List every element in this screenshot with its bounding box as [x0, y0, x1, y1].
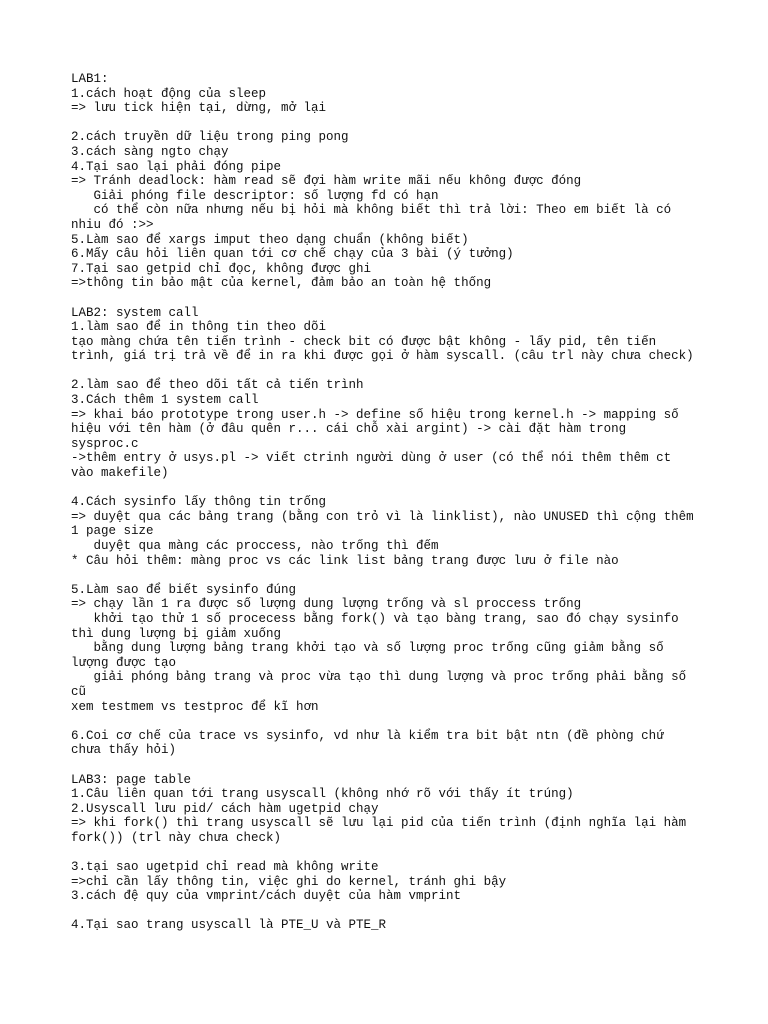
text-line: => Tránh deadlock: hàm read sẽ đợi hàm write mãi nếu không được đóng [71, 174, 582, 189]
text-line: 1.cách hoạt động của sleep [71, 86, 267, 101]
text-line: sysproc.c [71, 436, 139, 451]
text-line: hiệu với tên hàm (ở đâu quên r... cái chỗ xài argint) -> cài đặt hàm trong [71, 422, 627, 437]
blank-line [71, 714, 701, 729]
text-line: chưa thấy hỏi) [71, 743, 177, 758]
text-line: * Câu hỏi thêm: màng proc vs các link list bảng trang được lưu ở file nào [71, 553, 619, 568]
text-line: 6.Coi cơ chế của trace vs sysinfo, vd như là kiểm tra bit bật ntn (đề phòng chứ [71, 728, 664, 743]
text-line: 1.Câu liên quan tới trang usyscall (không nhớ rõ với thấy ít trúng) [71, 787, 574, 802]
text-line: LAB3: page table [71, 772, 192, 787]
text-line: 3.cách đệ quy của vmprint/cách duyệt của hàm vmprint [71, 889, 462, 904]
text-line: 4.Cách sysinfo lấy thông tin trống [71, 495, 327, 510]
text-line: khởi tạo thử 1 số procecess bằng fork() và tạo bàng trang, sao đó chạy sysinfo [71, 611, 679, 626]
blank-line [71, 904, 701, 919]
text-line: bằng dung lượng bảng trang khởi tạo và số lượng proc trống cũng giảm bằng số [71, 641, 664, 656]
text-line: lượng được tạo [71, 655, 177, 670]
text-line: => chạy lần 1 ra được số lượng dung lượng trống và sl proccess trống [71, 597, 582, 612]
text-line: => khai báo prototype trong user.h -> define số hiệu trong kernel.h -> mapping số [71, 407, 679, 422]
text-line: => lưu tick hiện tại, dừng, mở lại [71, 101, 327, 116]
text-line: 6.Mấy câu hỏi liên quan tới cơ chế chạy của 3 bài (ý tưởng) [71, 247, 514, 262]
text-line: thì dung lượng bị giảm xuống [71, 626, 282, 641]
text-line: duyệt qua màng các proccess, nào trống thì đếm [71, 539, 439, 553]
blank-line [71, 364, 701, 379]
text-line: 5.Làm sao để biết sysinfo đúng [71, 582, 297, 597]
text-line: 3.cách sàng ngto chạy [71, 144, 229, 159]
text-line: cũ [71, 684, 87, 699]
blank-line [71, 845, 701, 860]
text-line: Giải phóng file descriptor: số lượng fd có hạn [71, 188, 439, 203]
text-line: =>thông tin bảo mật của kernel, đảm bảo an toàn hệ thống [71, 276, 492, 291]
text-line: => duyệt qua các bảng trang (bằng con trỏ vì là linklist), nào UNUSED thì cộng thêm [71, 509, 694, 524]
text-line: LAB1: [71, 72, 109, 86]
blank-line [71, 291, 701, 306]
text-line: 4.Tại sao lại phải đóng pipe [71, 159, 282, 174]
text-line: 1 page size [71, 524, 154, 539]
text-line: ->thêm entry ở usys.pl -> viết ctrinh người dùng ở user (có thể nói thêm thêm ct [71, 451, 672, 466]
text-line: giải phóng bảng trang và proc vừa tạo thì dung lượng và proc trống phải bằng số [71, 670, 687, 685]
text-line: 7.Tại sao getpid chỉ đọc, không được ghi [71, 261, 372, 276]
text-line: 2.Usyscall lưu pid/ cách hàm ugetpid chạy [71, 801, 379, 816]
text-line: 3.Cách thêm 1 system call [71, 393, 259, 408]
text-line: 4.Tại sao trang usyscall là PTE_U và PTE_R [71, 918, 387, 933]
blank-line [71, 481, 701, 496]
text-line: LAB2: system call [71, 305, 199, 320]
blank-line [71, 116, 701, 131]
text-line: 5.Làm sao để xargs imput theo dạng chuẩn (không biết) [71, 232, 469, 247]
text-line: =>chỉ cần lấy thông tin, việc ghi do kernel, tránh ghi bậy [71, 874, 507, 889]
text-line: fork()) (trl này chưa check) [71, 830, 282, 845]
text-line: nhiu đó :>> [71, 217, 154, 232]
blank-line [71, 758, 701, 773]
text-line: 2.làm sao để theo dõi tất cả tiến trình [71, 378, 364, 393]
text-line: 3.tại sao ugetpid chỉ read mà không write [71, 860, 379, 875]
text-line: trình, giá trị trả về để in ra khi được gọi ở hàm syscall. (câu trl này chưa check) [71, 349, 694, 364]
text-line: => khi fork() thì trang usyscall sẽ lưu lại pid của tiến trình (định nghĩa lại hàm [71, 816, 687, 831]
text-line: có thể còn nữa nhưng nếu bị hỏi mà không biết thì trả lời: Theo em biết là có [71, 203, 672, 218]
text-line: tạo màng chứa tên tiến trình - check bit có được bật không - lấy pid, tên tiến [71, 334, 657, 349]
document-page [71, 72, 701, 933]
text-line: 2.cách truyền dữ liệu trong ping pong [71, 130, 349, 145]
blank-line [71, 568, 701, 583]
text-line: vào makefile) [71, 466, 169, 481]
text-line: 1.làm sao để in thông tin theo dõi [71, 320, 327, 335]
text-line: xem testmem vs testproc để kĩ hơn [71, 699, 319, 714]
